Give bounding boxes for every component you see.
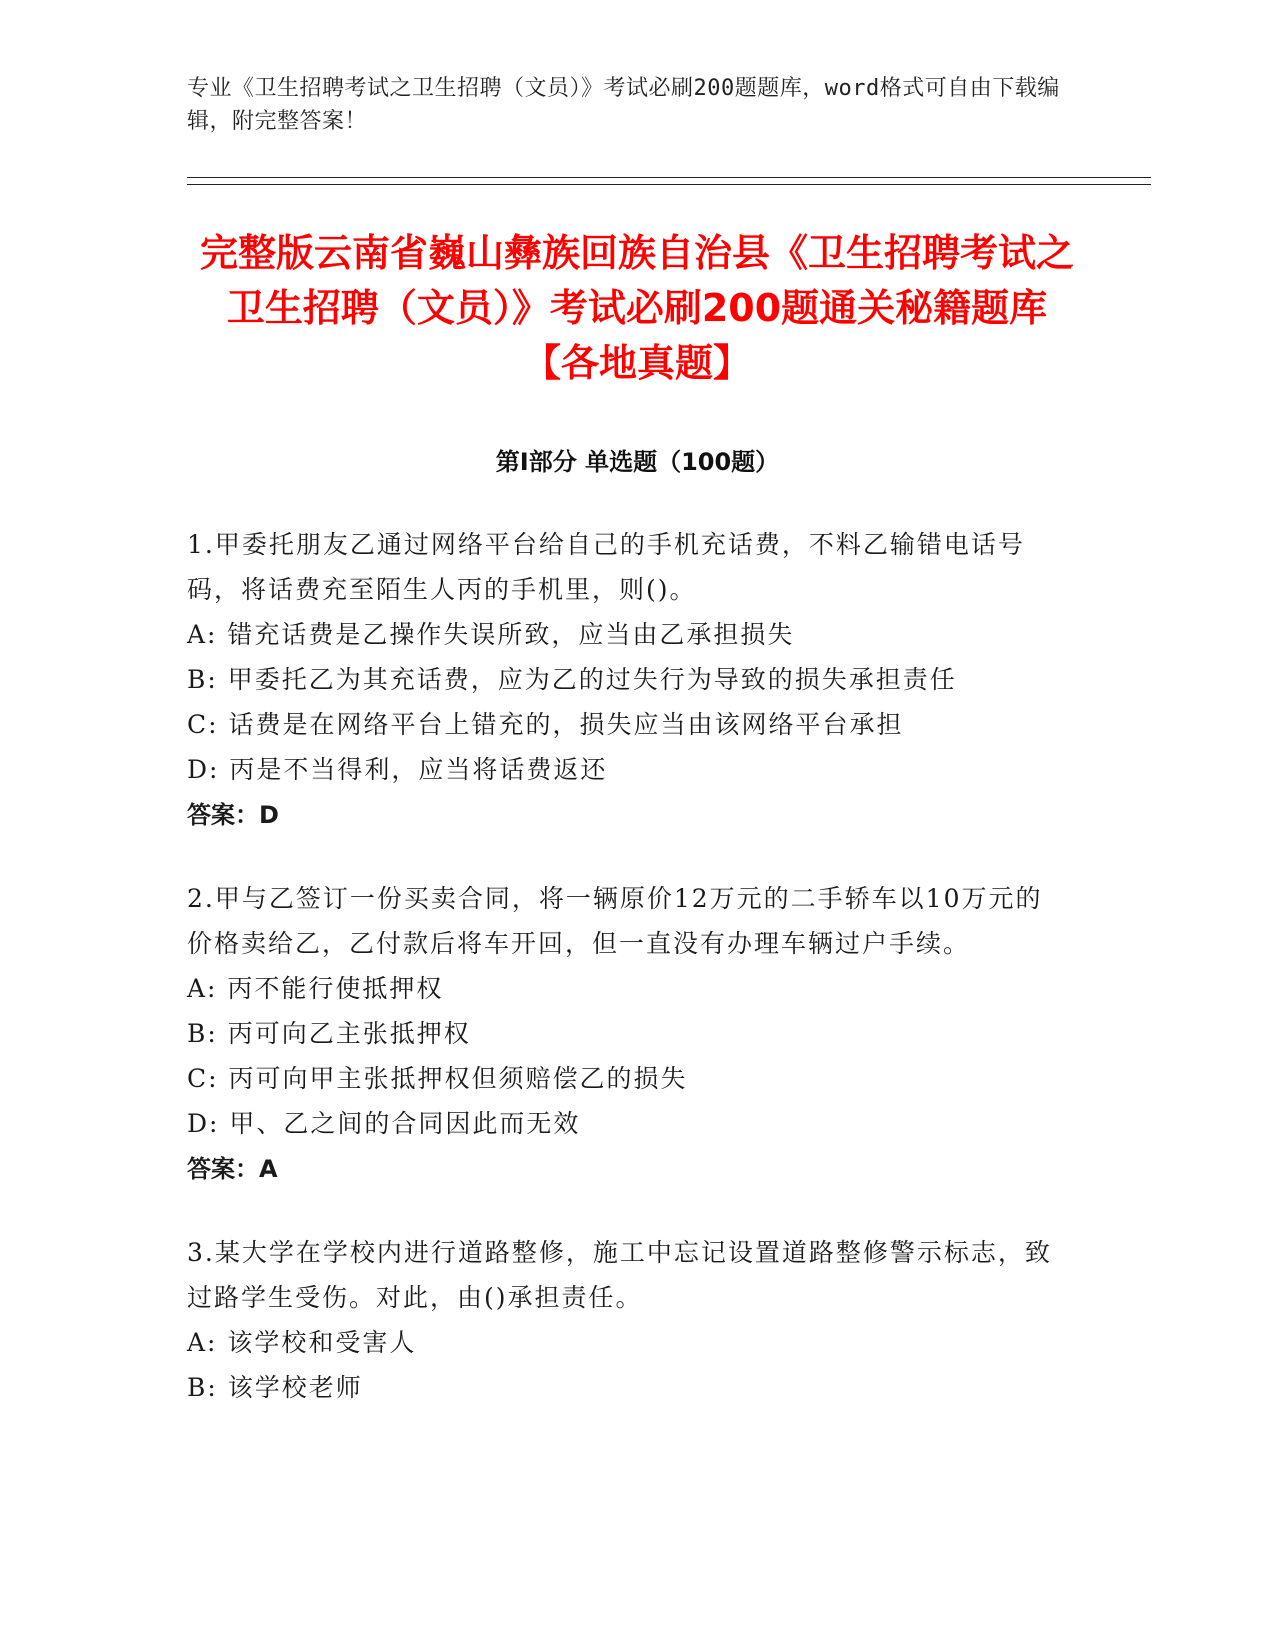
document-title: 完整版云南省巍山彝族回族自治县《卫生招聘考试之卫生招聘（文员）》考试必刷200题通关秘籍题库【各地真题】: [199, 231, 1074, 385]
option-d: D: 丙是不当得利，应当将话费返还: [187, 755, 608, 784]
option-c: C: 丙可向甲主张抵押权但须赔偿乙的损失: [187, 1064, 688, 1093]
option-b: B: 该学校老师: [187, 1373, 363, 1402]
question-3: [187, 1230, 1067, 1410]
option-a: A: 丙不能行使抵押权: [187, 974, 444, 1003]
question-stem: 1.甲委托朋友乙通过网络平台给自己的手机充话费，不料乙输错电话号码，将话费充至陌生人丙的手机里，则()。: [187, 530, 1025, 604]
question-stem: 3.某大学在学校内进行道路整修，施工中忘记设置道路整修警示标志，致过路学生受伤。对此，由()承担责任。: [187, 1238, 1052, 1312]
section-heading: 第I部分 单选题（100题）: [495, 448, 780, 476]
question-stem: 2.甲与乙签订一份买卖合同，将一辆原价12万元的二手轿车以10万元的价格卖给乙，乙付款后将车开回，但一直没有办理车辆过户手续。: [187, 884, 1043, 958]
option-b: B: 丙可向乙主张抵押权: [187, 1019, 471, 1048]
question-2: [187, 876, 1067, 1192]
answer: 答案：A: [187, 1155, 278, 1183]
header-divider-bottom: [187, 184, 1151, 185]
option-b: B: 甲委托乙为其充话费，应为乙的过失行为导致的损失承担责任: [187, 665, 957, 694]
option-c: C: 话费是在网络平台上错充的，损失应当由该网络平台承担: [187, 710, 904, 739]
question-1: [187, 522, 1067, 838]
option-a: A: 错充话费是乙操作失误所致，应当由乙承担损失: [187, 620, 795, 649]
question-list: [187, 522, 1067, 1448]
header-note: 专业《卫生招聘考试之卫生招聘（文员）》考试必刷200题题库，word格式可自由下载编辑，附完整答案！: [187, 76, 1060, 134]
header-divider-top: [187, 177, 1151, 178]
option-a: A: 该学校和受害人: [187, 1328, 417, 1357]
option-d: D: 甲、乙之间的合同因此而无效: [187, 1109, 581, 1138]
answer: 答案：D: [187, 801, 279, 829]
